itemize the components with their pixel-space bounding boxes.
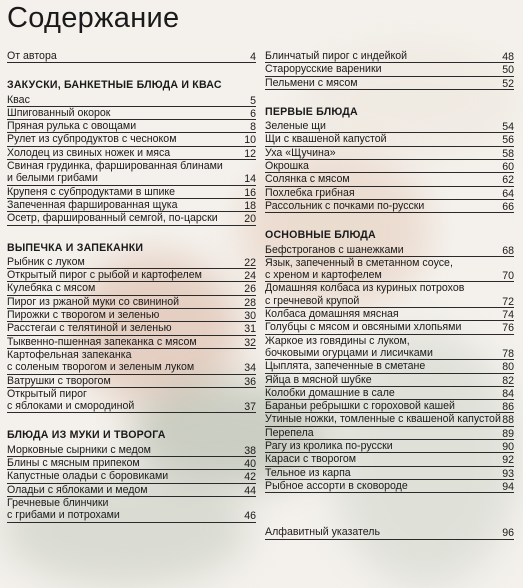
toc-entry-title: Окрошка <box>265 160 514 173</box>
toc-page-number: 37 <box>244 401 256 414</box>
toc-entry-title: Рассольник с почками по-русски <box>265 200 514 213</box>
toc-page-number: 52 <box>502 77 514 90</box>
toc-entry-title: Капустные оладьи с боровиками <box>7 470 256 483</box>
toc-entry[interactable] <box>7 186 256 199</box>
section-heading: БЛЮДА ИЗ МУКИ И ТВОРОГА <box>7 429 166 442</box>
toc-page-number: 93 <box>502 467 514 480</box>
toc-page-number: 8 <box>250 121 256 134</box>
toc-entry-title: Ватрушки с творогом <box>7 375 256 388</box>
toc-entry-title: Открытый пирог <box>7 387 87 400</box>
toc-entry-title: Квас <box>7 94 256 107</box>
toc-entry-title: Тыквенно-пшенная запеканка с мясом <box>7 336 256 349</box>
toc-entry-title: Яйца в мясной шубке <box>265 374 514 387</box>
toc-entry[interactable] <box>265 467 514 480</box>
toc-entry-title: Расстегаи с телятиной и зеленью <box>7 322 256 335</box>
toc-page-number: 20 <box>244 213 256 226</box>
toc-entry-title: Гречневые блинчики <box>7 496 109 509</box>
toc-entry[interactable] <box>7 336 256 349</box>
toc-page-number: 46 <box>244 510 256 523</box>
toc-entry-title: Колобки домашние в сале <box>265 387 514 400</box>
section-heading: ОСНОВНЫЕ БЛЮДА <box>265 229 376 242</box>
toc-entry[interactable] <box>265 200 514 213</box>
toc-entry-title: Зеленые щи <box>265 120 514 133</box>
toc-entry-title: Картофельная запеканка <box>7 348 132 361</box>
toc-page-number: 28 <box>244 296 256 309</box>
toc-entry[interactable] <box>265 50 514 63</box>
toc-page-number: 80 <box>502 361 514 374</box>
toc-entry[interactable] <box>265 173 514 186</box>
page-title: Содержание <box>7 2 180 34</box>
toc-page-number: 42 <box>244 471 256 484</box>
toc-entry-title: с яблоками и смородиной <box>7 400 256 413</box>
toc-entry-title: бочковыми огурцами и лисичками <box>265 347 514 360</box>
toc-entry-title: Жаркое из говядины с луком, <box>265 334 410 347</box>
toc-page-number: 60 <box>502 161 514 174</box>
toc-page-number: 24 <box>244 270 256 283</box>
toc-page-number: 90 <box>502 441 514 454</box>
toc-page-number: 5 <box>250 94 256 107</box>
toc-entry[interactable] <box>265 335 514 361</box>
toc-entry-title: Холодец из свиных ножек и мяса <box>7 147 256 160</box>
toc-page-number: 22 <box>244 256 256 269</box>
toc-entry[interactable] <box>7 269 256 282</box>
toc-entry-title: Цыплята, запеченные в сметане <box>265 360 514 373</box>
toc-entry-title: Щи с квашеной капустой <box>265 133 514 146</box>
toc-entry[interactable] <box>265 257 514 283</box>
toc-page-number: 44 <box>244 484 256 497</box>
toc-entry-title: Морковные сырники с медом <box>7 444 256 457</box>
toc-entry[interactable] <box>265 63 514 76</box>
toc-page-number: 82 <box>502 374 514 387</box>
toc-page-number: 36 <box>244 375 256 388</box>
toc-entry-title: Кулебяка с мясом <box>7 282 256 295</box>
toc-entry[interactable] <box>265 133 514 146</box>
toc-entry[interactable] <box>265 360 514 373</box>
toc-entry-title: Караси с творогом <box>265 453 514 466</box>
toc-entry[interactable] <box>265 480 514 493</box>
toc-entry[interactable] <box>7 107 256 120</box>
toc-entry[interactable] <box>265 374 514 387</box>
toc-entry[interactable] <box>7 212 256 225</box>
toc-entry-title: Осетр, фаршированный семгой, по-царски <box>7 212 256 225</box>
section-heading: ЗАКУСКИ, БАНКЕТНЫЕ БЛЮДА И КВАС <box>7 79 222 92</box>
toc-entry-title: Пирог из ржаной муки со свининой <box>7 296 256 309</box>
toc-entry-title: с гречневой крупой <box>265 295 514 308</box>
toc-entry-title: Тельное из карпа <box>265 467 514 480</box>
toc-entry-title: Голубцы с мясом и овсяными хлопьями <box>265 321 514 334</box>
toc-entry[interactable] <box>7 457 256 470</box>
toc-page-number: 94 <box>502 480 514 493</box>
toc-entry-title: Алфавитный указатель <box>265 526 514 539</box>
toc-page-number: 64 <box>502 187 514 200</box>
toc-page-number: 6 <box>250 107 256 120</box>
spacer <box>265 493 514 526</box>
toc-entry[interactable] <box>265 244 514 257</box>
contents-column-right <box>265 50 514 540</box>
toc-entry[interactable] <box>265 308 514 321</box>
toc-entry[interactable] <box>7 296 256 309</box>
toc-entry[interactable] <box>7 349 256 375</box>
toc-page-number: 68 <box>502 244 514 257</box>
toc-page-number: 4 <box>250 51 256 63</box>
toc-entry[interactable] <box>7 470 256 483</box>
toc-entry[interactable] <box>265 120 514 133</box>
toc-entry[interactable] <box>265 387 514 400</box>
toc-page-number: 84 <box>502 387 514 400</box>
toc-entry-title: Перепела <box>265 427 514 440</box>
toc-entry[interactable] <box>7 309 256 322</box>
toc-page-number: 66 <box>502 200 514 213</box>
toc-entry-title: Бараньи ребрышки с гороховой кашей <box>265 400 514 413</box>
toc-page-number: 10 <box>244 134 256 147</box>
toc-entry-title: Бефстроганов с шанежками <box>265 244 514 257</box>
contents-column-left <box>7 50 256 523</box>
toc-entry-title: Запеченная фаршированная щука <box>7 199 256 212</box>
toc-entry[interactable] <box>265 440 514 453</box>
toc-page-number: 32 <box>244 336 256 349</box>
toc-entry-title: Пирожки с творогом и зеленью <box>7 309 256 322</box>
toc-entry-title: Рагу из кролика по-русски <box>265 440 514 453</box>
toc-entry[interactable] <box>7 322 256 335</box>
toc-entry-title: с хреном и картофелем <box>265 269 514 282</box>
toc-page-number: 30 <box>244 310 256 323</box>
toc-entry[interactable] <box>7 199 256 212</box>
toc-page-number: 92 <box>502 454 514 467</box>
toc-entry[interactable] <box>7 94 256 107</box>
toc-page-number: 16 <box>244 186 256 199</box>
toc-entry[interactable] <box>7 484 256 497</box>
toc-page-number: 50 <box>502 64 514 77</box>
toc-page-number: 72 <box>502 295 514 308</box>
toc-entry-title: Уха «Щучина» <box>265 147 514 160</box>
toc-entry[interactable] <box>7 444 256 457</box>
toc-page-number: 38 <box>244 444 256 457</box>
toc-entry-title: Солянка с мясом <box>265 173 514 186</box>
toc-page-number: 56 <box>502 134 514 147</box>
toc-entry-title: Домашняя колбаса из куриных потрохов <box>265 282 465 295</box>
toc-entry-title: и белыми грибами <box>7 172 256 185</box>
toc-entry-title: Оладьи с яблоками и медом <box>7 484 256 497</box>
toc-entry[interactable] <box>7 133 256 146</box>
toc-page-number: 78 <box>502 347 514 360</box>
toc-page-number: 14 <box>244 173 256 186</box>
toc-entry[interactable] <box>265 160 514 173</box>
toc-page-number: 70 <box>502 270 514 283</box>
toc-entry[interactable] <box>265 526 514 539</box>
toc-entry[interactable] <box>7 256 256 269</box>
toc-page-number: 26 <box>244 283 256 296</box>
toc-entry[interactable] <box>265 427 514 440</box>
toc-entry[interactable] <box>7 375 256 388</box>
toc-entry-title: Шпигованный окорок <box>7 107 256 120</box>
toc-page-number: 18 <box>244 199 256 212</box>
toc-entry[interactable] <box>265 453 514 466</box>
toc-page-number: 88 <box>502 414 514 427</box>
toc-entry-title: Открытый пирог с рыбой и картофелем <box>7 269 256 282</box>
toc-page-number: 58 <box>502 147 514 160</box>
toc-entry[interactable] <box>7 120 256 133</box>
section-heading: ПЕРВЫЕ БЛЮДА <box>265 105 358 118</box>
toc-entry-title: Рулет из субпродуктов с чесноком <box>7 133 256 146</box>
toc-page-number: 34 <box>244 362 256 375</box>
toc-page-number: 74 <box>502 309 514 322</box>
section-heading: ВЫПЕЧКА И ЗАПЕКАНКИ <box>7 241 144 254</box>
toc-entry-title: Свиная грудинка, фаршированная блинами <box>7 160 223 173</box>
toc-entry-title: Пельмени с мясом <box>265 77 514 90</box>
toc-entry[interactable] <box>265 413 514 426</box>
toc-entry-title: Пряная рулька с овощами <box>7 120 256 133</box>
toc-entry-title: с грибами и потрохами <box>7 509 256 522</box>
toc-entry[interactable] <box>265 282 514 308</box>
toc-entry-title: Колбаса домашняя мясная <box>265 308 514 321</box>
toc-page-number: 89 <box>502 427 514 440</box>
toc-entry-title: Блины с мясным припеком <box>7 457 256 470</box>
toc-entry-title: Похлебка грибная <box>265 187 514 200</box>
toc-entry[interactable] <box>265 77 514 90</box>
toc-entry[interactable] <box>265 400 514 413</box>
toc-entry[interactable] <box>265 321 514 334</box>
toc-entry-title: Рыбное ассорти в сковороде <box>265 480 514 493</box>
toc-page-number: 76 <box>502 322 514 335</box>
toc-entry-title: Старорусские вареники <box>265 63 514 76</box>
toc-entry[interactable] <box>7 282 256 295</box>
toc-entry-title: Крупеня с субпродуктами в шпике <box>7 186 256 199</box>
toc-entry[interactable] <box>7 50 256 63</box>
toc-entry[interactable] <box>7 147 256 160</box>
toc-page-number: 96 <box>502 527 514 540</box>
toc-page-number: 12 <box>244 147 256 160</box>
toc-page-number: 62 <box>502 174 514 187</box>
toc-page-number: 31 <box>244 323 256 336</box>
toc-entry-title: Язык, запеченный в сметанном соусе, <box>265 256 453 269</box>
toc-entry[interactable] <box>265 147 514 160</box>
toc-entry[interactable] <box>265 187 514 200</box>
toc-entry[interactable] <box>7 497 256 523</box>
toc-entry[interactable] <box>7 388 256 414</box>
toc-page-number: 48 <box>502 51 514 63</box>
toc-entry-title: От автора <box>7 50 256 63</box>
toc-entry-title: с соленым творогом и зеленым луком <box>7 361 256 374</box>
toc-entry-title: Рыбник с луком <box>7 256 256 269</box>
toc-entry-title: Блинчатый пирог с индейкой <box>265 50 514 63</box>
toc-entry-title: Утиные ножки, томленные с квашеной капустой <box>265 413 514 426</box>
toc-page-number: 40 <box>244 458 256 471</box>
toc-page-number: 54 <box>502 121 514 134</box>
toc-entry[interactable] <box>7 160 256 186</box>
toc-page-number: 86 <box>502 401 514 414</box>
